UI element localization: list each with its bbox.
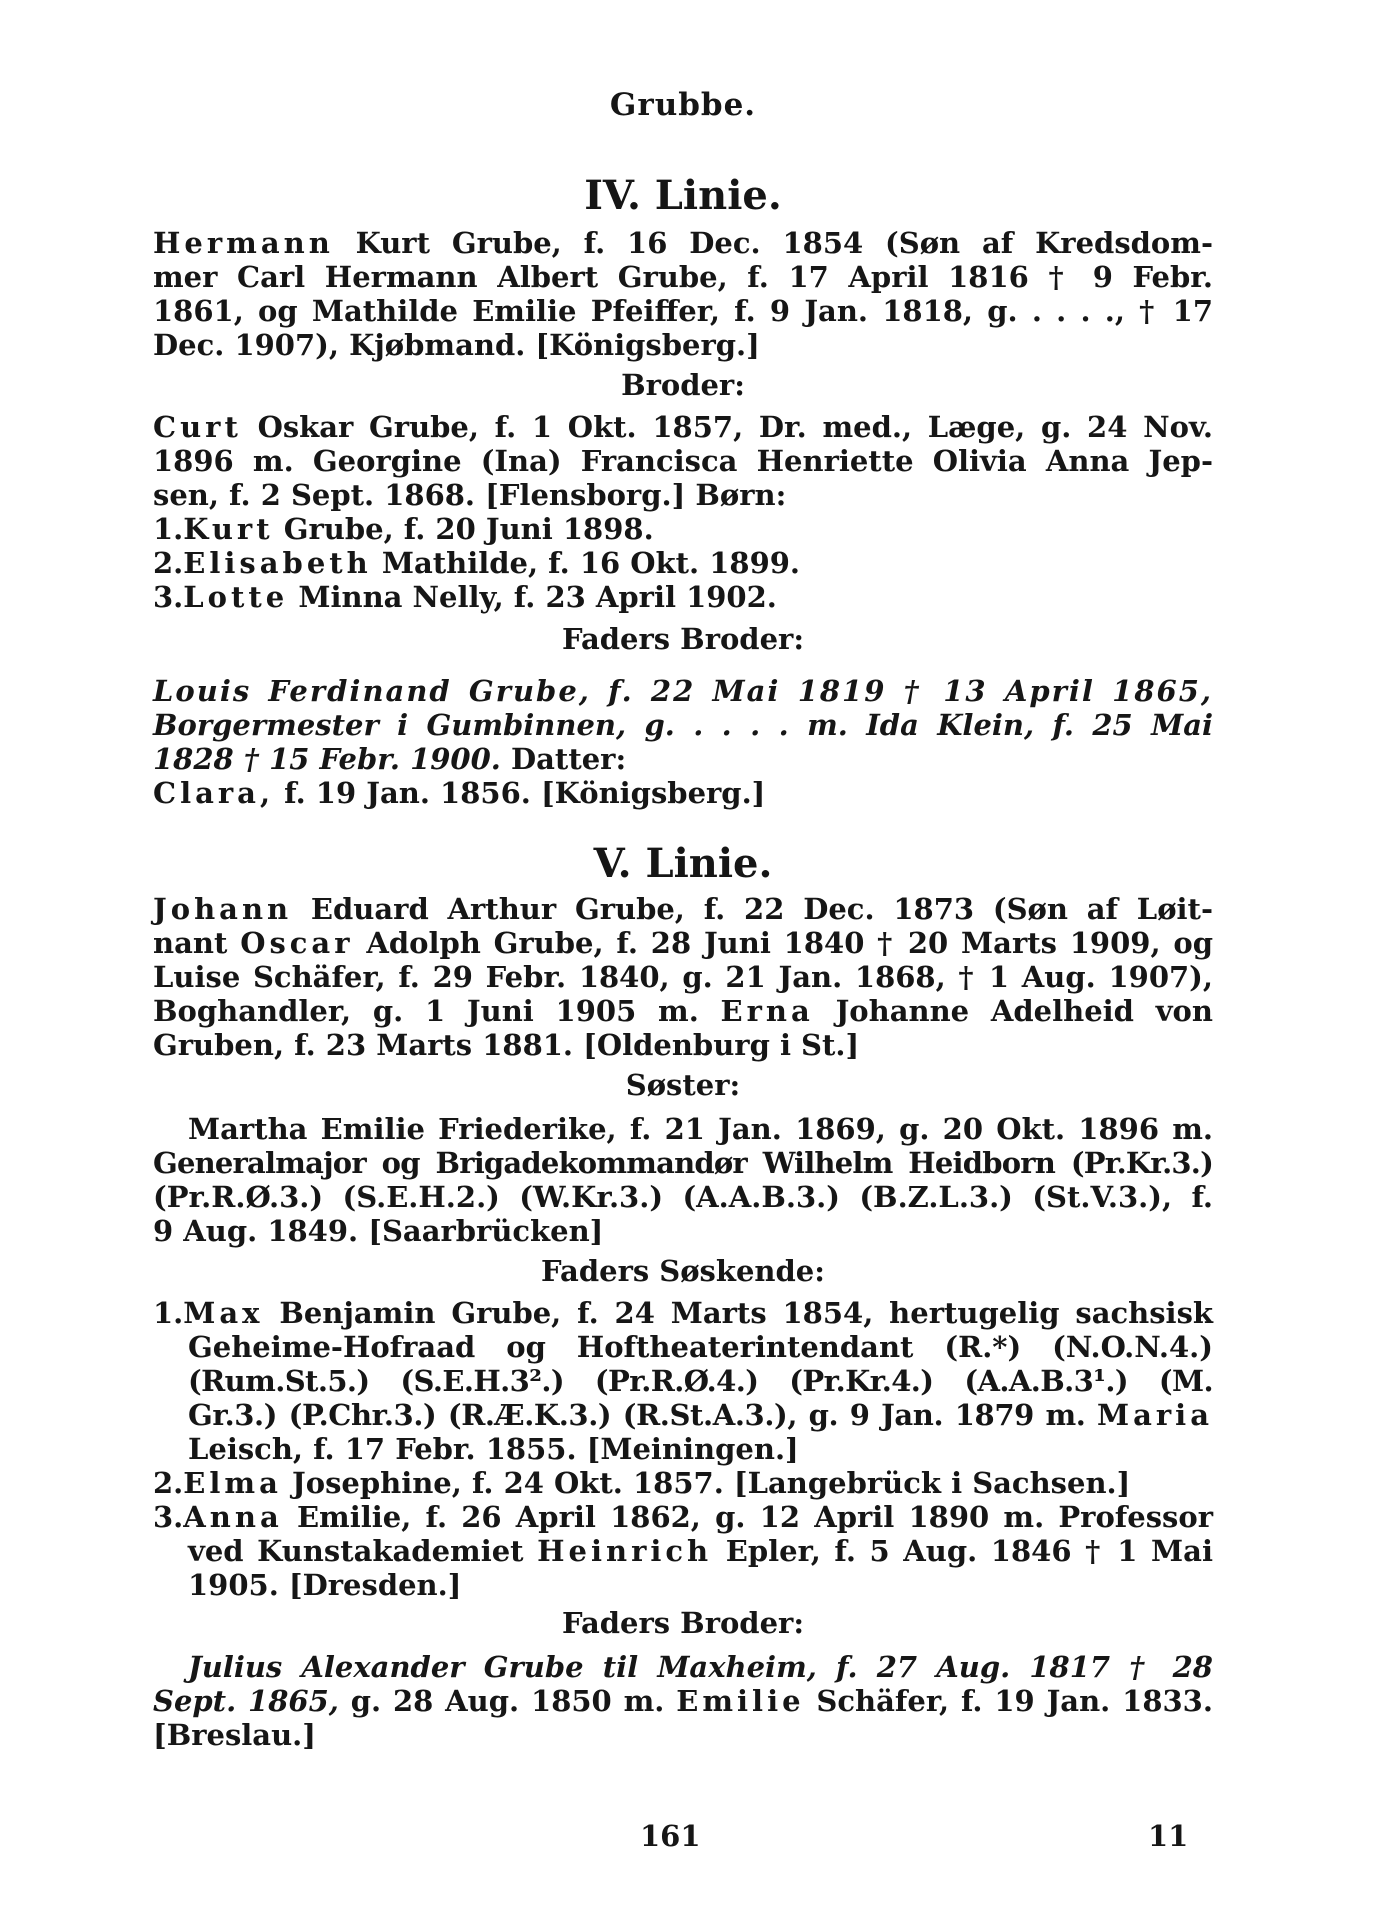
subheading: Faders Broder: [561,1606,805,1640]
list-item: 2.Elma Josephine, f. 24 Okt. 1857. [Langebrück i Sachsen.] [153,1466,1131,1500]
paragraph-line: Louis Ferdinand Grube, f. 22 Mai 1819 † 13 April 1865, [153,674,1213,708]
person-name: Heinrich [537,1534,713,1568]
person-name: Anna [183,1500,283,1534]
subheading: Søster: [625,1068,741,1102]
paragraph-line: Generalmajor og Brigadekommandør Wilhelm Heidborn (Pr.Kr.3.) [153,1146,1213,1180]
paragraph-line: ved Kunstakademiet Heinrich Epler, f. 5 Aug. 1846 † 1 Mai [188,1534,1213,1568]
paragraph-line: 9 Aug. 1849. [Saarbrücken] [153,1214,604,1248]
list-item: 1.Kurt Grube, f. 20 Juni 1898. [153,512,654,546]
paragraph-line: Leisch, f. 17 Febr. 1855. [Meiningen.] [188,1432,799,1466]
person-name: Hermann [153,226,334,260]
paragraph-line: [Breslau.] [153,1718,316,1752]
person-name: Maria [1097,1398,1213,1432]
running-title: Grubbe. [609,87,757,123]
paragraph-line: Julius Alexander Grube til Maxheim, f. 27 Aug. 1817 † 28 [188,1650,1213,1684]
person-name: Erna [720,994,814,1028]
person-name: Johann [153,892,293,926]
paragraph-line: Curt Oskar Grube, f. 1 Okt. 1857, Dr. med., Læge, g. 24 Nov. [153,410,1213,444]
paragraph-line: Geheime-Hofraad og Hoftheaterintendant (R.*) (N.O.N.4.) [188,1330,1213,1364]
paragraph-line: Luise Schäfer, f. 29 Febr. 1840, g. 21 Jan. 1868, † 1 Aug. 1907), [153,960,1213,994]
subheading: Faders Søskende: [541,1254,825,1288]
person-name: Kurt [183,512,274,546]
paragraph-line: Clara, f. 19 Jan. 1856. [Königsberg.] [153,776,766,810]
subheading: Broder: [621,368,745,402]
person-name: Emilie [676,1684,805,1718]
paragraph-line: Dec. 1907), Kjøbmand. [Königsberg.] [153,328,760,362]
paragraph-line: Gr.3.) (P.Chr.3.) (R.Æ.K.3.) (R.St.A.3.), g. 9 Jan. 1879 m. Maria [188,1398,1213,1432]
person-name: Curt [153,410,242,444]
person-name: Lotte [183,580,289,614]
paragraph-line: Martha Emilie Friederike, f. 21 Jan. 1869, g. 20 Okt. 1896 m. [188,1112,1213,1146]
paragraph-line: Gruben, f. 23 Marts 1881. [Oldenburg i St.] [153,1028,860,1062]
person-name: Oscar [240,926,354,960]
paragraph-line: (Pr.R.Ø.3.) (S.E.H.2.) (W.Kr.3.) (A.A.B.3.) (B.Z.L.3.) (St.V.3.), f. [153,1180,1213,1214]
list-item: 3.Lotte Minna Nelly, f. 23 April 1902. [153,580,777,614]
paragraph-line: nant Oscar Adolph Grube, f. 28 Juni 1840 † 20 Marts 1909, og [153,926,1213,960]
list-item: 2.Elisabeth Mathilde, f. 16 Okt. 1899. [153,546,801,580]
subheading: Faders Broder: [561,622,805,656]
paragraph-line: (Rum.St.5.) (S.E.H.3².) (Pr.R.Ø.4.) (Pr.Kr.4.) (A.A.B.3¹.) (M. [188,1364,1213,1398]
paragraph-line: 1896 m. Georgine (Ina) Francisca Henriette Olivia Anna Jep- [153,444,1213,478]
paragraph-line: Borgermester i Gumbinnen, g. . . . . m. Ida Klein, f. 25 Mai [153,708,1213,742]
signature-mark: 11 [1148,1819,1189,1853]
person-name: Elma [183,1466,282,1500]
paragraph-line: Hermann Kurt Grube, f. 16 Dec. 1854 (Søn af Kredsdom- [153,226,1213,260]
paragraph-line: Boghandler, g. 1 Juni 1905 m. Erna Johanne Adelheid von [153,994,1213,1028]
paragraph-line: Johann Eduard Arthur Grube, f. 22 Dec. 1873 (Søn af Løit- [153,892,1213,926]
paragraph-line: 1905. [Dresden.] [188,1568,462,1602]
page-number: 161 [640,1819,701,1853]
paragraph-line: sen, f. 2 Sept. 1868. [Flensborg.] Børn: [153,478,787,512]
person-name: Max [183,1296,264,1330]
list-item: 1.Max Benjamin Grube, f. 24 Marts 1854, hertugelig sachsisk [153,1296,1213,1330]
section-heading-v: V. Linie. [593,840,773,887]
paragraph-line: mer Carl Hermann Albert Grube, f. 17 April 1816 † 9 Febr. [153,260,1213,294]
paragraph-line: Sept. 1865, g. 28 Aug. 1850 m. Emilie Schäfer, f. 19 Jan. 1833. [153,1684,1213,1718]
person-name: Clara, [153,776,275,810]
person-name: Elisabeth [183,546,372,580]
paragraph-line: 1828 † 15 Febr. 1900. Datter: [153,742,627,776]
section-heading-iv: IV. Linie. [584,172,782,219]
paragraph-line: 1861, og Mathilde Emilie Pfeiffer, f. 9 Jan. 1818, g. . . . ., † 17 [153,294,1213,328]
list-item: 3.Anna Emilie, f. 26 April 1862, g. 12 April 1890 m. Professor [153,1500,1213,1534]
